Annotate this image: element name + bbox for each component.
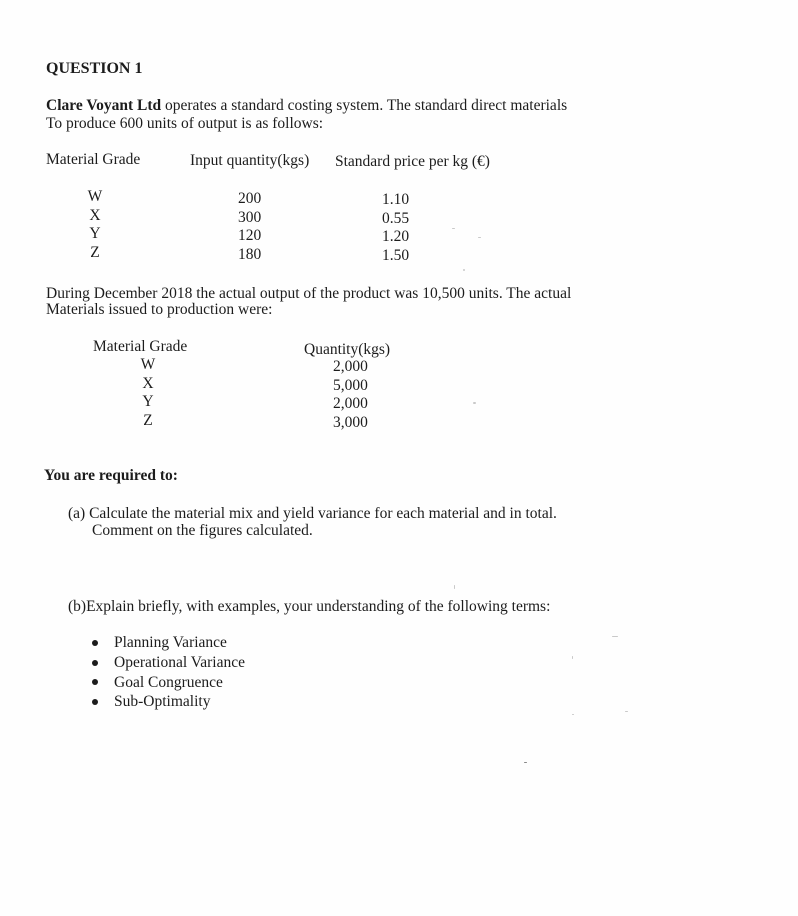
term-label: Operational Variance [114,653,245,671]
actual-grade: W [140,356,156,373]
scan-speck [625,711,628,712]
part-b-text: (b)Explain briefly, with examples, your understanding of the following terms: [68,598,551,615]
scan-speck [452,228,455,229]
company-name: Clare Voyant Ltd [46,97,162,114]
terms-list [92,633,245,712]
std-quantity-column [238,190,261,264]
scan-speck [572,714,574,715]
actual-quantity: 2,000 [333,358,368,375]
std-quantity: 200 [238,190,262,207]
scan-speck [473,402,476,404]
actual-grade: X [142,374,154,392]
intro-line-2: To produce 600 units of output is as follows: [46,115,324,132]
actual-intro-line-2: Materials issued to production were: [46,301,273,318]
actual-grade: Y [142,393,154,410]
std-quantity: 180 [238,245,262,263]
std-grade: W [87,188,103,205]
term-label: Planning Variance [114,634,227,651]
scan-speck [612,636,618,637]
std-grade: X [89,206,101,224]
required-heading: You are required to: [44,467,178,484]
scan-speck [524,762,527,763]
actual-quantity-column [333,358,368,432]
bullet-icon [92,660,98,666]
actual-quantity: 5,000 [333,376,368,394]
std-header-price: Standard price per kg (€) [335,153,490,170]
std-price: 1.20 [382,228,410,245]
std-grade: Z [90,243,100,261]
actual-quantity: 2,000 [333,395,368,412]
term-label: Goal Congruence [114,673,223,691]
part-a-line-1: (a) Calculate the material mix and yield variance for each material and in total. [68,505,557,522]
actual-quantity: 3,000 [333,413,368,431]
actual-intro-line-1: During December 2018 the actual output of the product was 10,500 units. The actual [46,285,572,302]
bullet-icon [92,699,98,705]
bullet-icon [92,640,98,646]
std-quantity: 300 [238,208,262,226]
std-quantity: 120 [238,227,262,244]
term-label: Sub-Optimality [114,693,211,711]
bullet-icon [92,679,98,685]
list-item [92,633,245,653]
std-header-grade: Material Grade [46,151,141,168]
scan-speck [463,269,465,271]
scan-speck [572,656,573,659]
std-grade-column [85,188,105,262]
list-item [92,692,245,712]
std-price: 1.50 [382,246,410,264]
part-a-line-2: Comment on the figures calculated. [92,522,313,539]
std-header-quantity: Input quantity(kgs) [190,152,310,169]
scan-speck [478,237,481,238]
intro-line-1-text: operates a standard costing system. The standard direct materials [161,97,568,114]
list-item [92,653,245,673]
question-title: QUESTION 1 [46,60,143,77]
list-item [92,673,245,693]
scan-speck [454,585,455,589]
actual-header-quantity: Quantity(kgs) [304,341,391,358]
actual-grade: Z [143,411,153,429]
intro-line-1 [46,97,567,115]
std-price-column [382,191,409,265]
actual-header-grade: Material Grade [93,338,188,355]
actual-grade-column [138,356,158,430]
std-price: 0.55 [382,209,410,227]
std-grade: Y [89,225,101,242]
std-price: 1.10 [382,191,410,208]
